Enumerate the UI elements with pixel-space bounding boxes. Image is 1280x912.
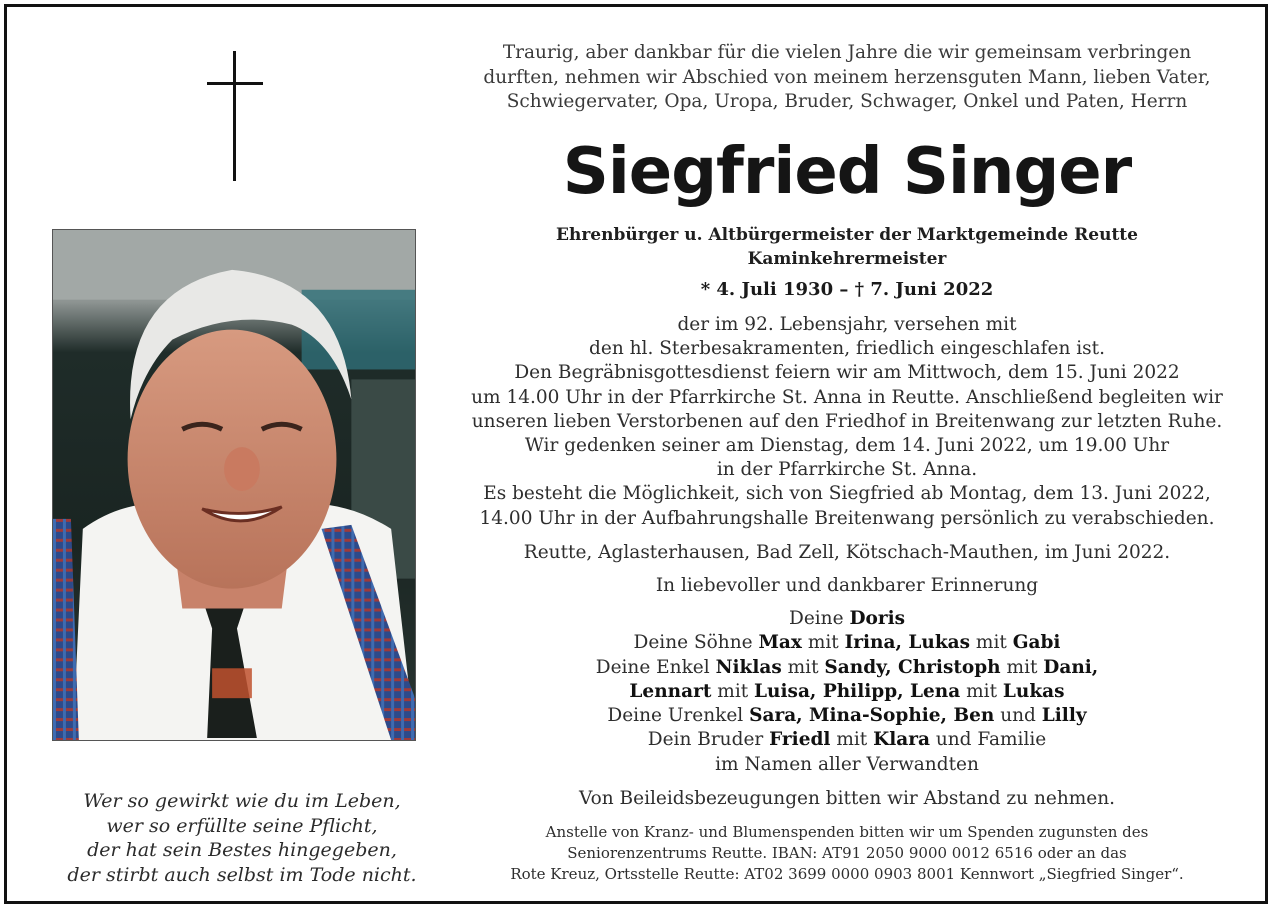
body-line: Es besteht die Möglichkeit, sich von Siegfried ab Montag, dem 13. Juni 2022, (483, 483, 1211, 505)
honorary-titles (447, 223, 1247, 271)
memory-line: In liebevoller und dankbarer Erinnerung (655, 575, 1039, 596)
body-line: Den Begräbnisgottesdienst feiern wir am Mittwoch, dem 15. Juni 2022 (514, 362, 1180, 384)
title-line: Ehrenbürger u. Altbürgermeister der Marktgemeinde Reutte (556, 225, 1138, 245)
family-list (447, 607, 1247, 777)
poem-line: der hat sein Bestes hingegeben, (87, 839, 397, 861)
family-text: Deine Söhne (633, 632, 759, 654)
family-text: mit (711, 680, 755, 702)
family-name: Irina, Lukas (844, 632, 971, 654)
poem-line: der stirbt auch selbst im Tode nicht. (67, 863, 417, 886)
family-line (447, 753, 1247, 777)
life-dates: * 4. Juli 1930 – † 7. Juni 2022 (700, 279, 994, 300)
family-text: im Namen aller Verwandten (715, 753, 979, 775)
intro-line: durften, nehmen wir Abschied von meinem herzensguten Mann, lieben Vater, (483, 66, 1211, 88)
portrait-photo (52, 229, 416, 741)
family-name: Sandy, Christoph (824, 656, 1001, 678)
family-name: Max (758, 632, 802, 654)
intro-text (447, 41, 1247, 115)
intro-line: Traurig, aber dankbar für die vielen Jahre die wir gemeinsam verbringen (502, 42, 1192, 63)
family-line (447, 704, 1247, 728)
family-name: Niklas (715, 656, 782, 678)
family-name: Klara (873, 729, 930, 751)
body-line: in der Pfarrkirche St. Anna. (716, 459, 978, 481)
body-line: Wir gedenken seiner am Dienstag, dem 14. Juni 2022, um 19.00 Uhr (524, 435, 1170, 457)
body-line: den hl. Sterbesakramenten, friedlich eingeschlafen ist. (589, 338, 1105, 360)
family-text: Dein Bruder (647, 729, 770, 751)
family-line (447, 656, 1247, 680)
intro-line: Schwiegervater, Opa, Uropa, Bruder, Schwager, Onkel und Paten, Herrn (506, 91, 1188, 112)
family-line (447, 631, 1247, 655)
family-name: Dani, (1043, 656, 1099, 678)
service-details (447, 313, 1247, 531)
family-name: Friedl (769, 729, 831, 751)
title-line: Kaminkehrermeister (747, 249, 947, 269)
family-name: Doris (849, 608, 906, 629)
place-date-line: Reutte, Aglasterhausen, Bad Zell, Kötschach-Mauthen, im Juni 2022. (523, 542, 1171, 563)
family-name: Lukas (1002, 680, 1065, 702)
family-name: Sara, Mina-Sophie, Ben (749, 705, 995, 727)
donation-line: Anstelle von Kranz- und Blumenspenden bitten wir um Spenden zugunsten des (545, 823, 1149, 841)
condolence-note: Von Beileidsbezeugungen bitten wir Abstand zu nehmen. (578, 788, 1116, 809)
family-text: mit (1000, 656, 1044, 678)
family-text: mit (830, 729, 874, 751)
family-text: und (994, 705, 1042, 727)
family-text: Deine Urenkel (607, 705, 750, 727)
body-line: 14.00 Uhr in der Aufbahrungshalle Breitenwang persönlich zu verabschieden. (479, 507, 1215, 529)
obituary-card (4, 4, 1268, 904)
family-text: mit (970, 632, 1013, 654)
memorial-poem (37, 789, 447, 887)
body-line: der im 92. Lebensjahr, versehen mit (677, 314, 1017, 335)
donation-line: Seniorenzentrums Reutte. IBAN: AT91 2050 9000 0012 6516 oder an das (567, 844, 1127, 862)
family-text: mit (960, 680, 1003, 702)
donation-line: Rote Kreuz, Ortsstelle Reutte: AT02 3699 0000 0903 8001 Kennwort „Siegfried Singer“. (510, 865, 1184, 883)
family-name: Lilly (1041, 705, 1087, 727)
family-text: mit (781, 656, 825, 678)
family-text: und Familie (929, 729, 1047, 751)
cross-icon (207, 51, 263, 181)
body-line: um 14.00 Uhr in der Pfarrkirche St. Anna in Reutte. Anschließend begleiten wir (471, 386, 1223, 408)
family-name: Lennart (629, 680, 712, 702)
body-line: unseren lieben Verstorbenen auf den Friedhof in Breitenwang zur letzten Ruhe. (471, 410, 1223, 432)
family-line (447, 607, 1247, 631)
family-text: mit (801, 632, 845, 654)
family-name: Gabi (1012, 632, 1061, 654)
family-text: Deine (788, 608, 850, 629)
family-line (447, 728, 1247, 752)
donation-note (447, 822, 1247, 885)
family-text: Deine Enkel (595, 656, 716, 678)
poem-line: Wer so gewirkt wie du im Leben, (83, 790, 401, 812)
family-name: Luisa, Philipp, Lena (754, 680, 961, 702)
poem-line: wer so erfüllte seine Pflicht, (106, 814, 378, 837)
deceased-name: Siegfried Singer (562, 135, 1132, 209)
family-line (447, 680, 1247, 704)
